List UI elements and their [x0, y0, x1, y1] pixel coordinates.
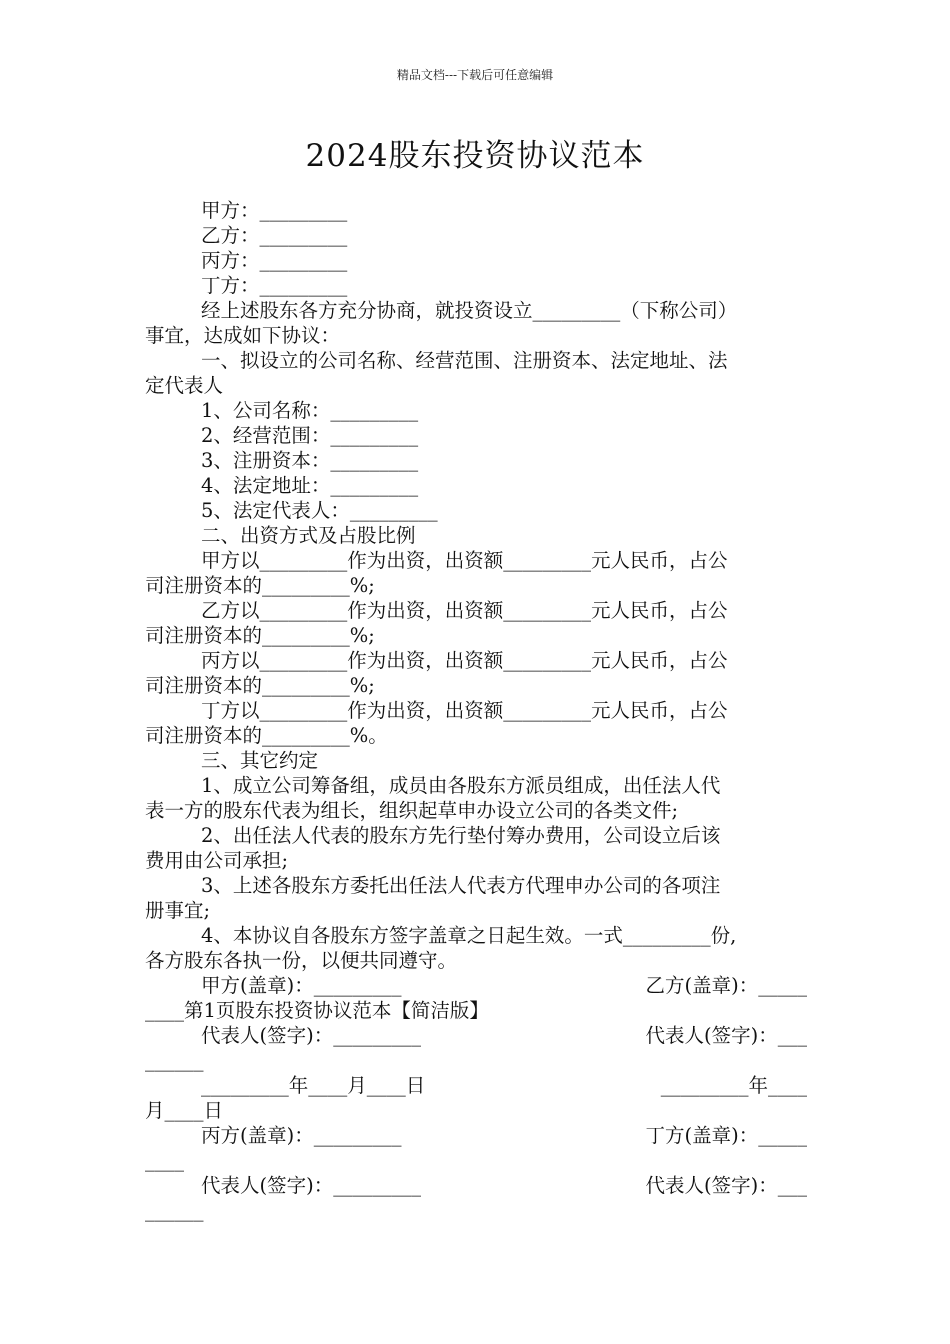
party-b-seal: 乙方(盖章)：_____	[645, 974, 807, 997]
party-d-seal-cont: ____	[145, 1149, 184, 1172]
item-company-name: 1、公司名称：_________	[201, 399, 419, 422]
contribution-d-line-1: 丁方以_________作为出资，出资额_________元人民币，占公	[201, 699, 728, 722]
party-a-line: 甲方：_________	[201, 199, 348, 222]
representative-b-cont: ______	[145, 1049, 204, 1072]
representative-row-ab	[145, 1023, 807, 1048]
clause-1-line-2: 表一方的股东代表为组长，组织起草申办设立公司的各类文件;	[145, 799, 679, 822]
clause-3-line-1: 3、上述各股东方委托出任法人代表方代理申办公司的各项注	[201, 874, 721, 897]
item-legal-address: 4、法定地址：_________	[201, 474, 419, 497]
representative-d-cont: ______	[145, 1199, 204, 1222]
date-a: _________年____月____日	[201, 1074, 426, 1097]
party-b-representative: 代表人(签字)：___	[645, 1024, 807, 1047]
party-a-seal: 甲方(盖章)：_________	[201, 974, 402, 997]
clause-2-line-2: 费用由公司承担;	[145, 849, 289, 872]
page-footer-line: ____第1页股东投资协议范本【简洁版】	[145, 999, 489, 1022]
clause-3-line-2: 册事宜;	[145, 899, 211, 922]
party-c-line: 丙方：_________	[201, 249, 348, 272]
signature-row-ab	[145, 973, 807, 998]
contribution-a-line-2: 司注册资本的_________%;	[145, 574, 375, 597]
contribution-d-line-2: 司注册资本的_________%。	[145, 724, 388, 747]
party-a-representative: 代表人(签字)：_________	[201, 1024, 421, 1047]
section-1-heading: 一、拟设立的公司名称、经营范围、注册资本、法定地址、法	[201, 349, 728, 372]
representative-row-cd	[145, 1173, 807, 1198]
date-b: _________年____	[660, 1074, 807, 1097]
party-d-seal: 丁方(盖章)：_____	[645, 1124, 807, 1147]
page-header: 精品文档---下载后可任意编辑	[396, 68, 554, 82]
clause-2-line-1: 2、出任法人代表的股东方先行垫付筹办费用，公司设立后该	[201, 824, 721, 847]
intro-line-1: 经上述股东各方充分协商，就投资设立_________（下称公司）	[201, 299, 738, 322]
party-d-representative: 代表人(签字)：___	[645, 1174, 807, 1197]
section-1-heading-cont: 定代表人	[145, 374, 224, 397]
item-registered-capital: 3、注册资本：_________	[201, 449, 419, 472]
date-row-ab	[145, 1073, 807, 1098]
clause-1-line-1: 1、成立公司筹备组，成员由各股东方派员组成，出任法人代	[201, 774, 721, 797]
intro-line-2: 事宜，达成如下协议：	[145, 324, 341, 347]
party-c-seal: 丙方(盖章)：_________	[201, 1124, 402, 1147]
contribution-a-line-1: 甲方以_________作为出资，出资额_________元人民币，占公	[201, 549, 728, 572]
clause-4-line-2: 各方股东各执一份，以便共同遵守。	[145, 949, 458, 972]
date-b-cont: 月____日	[145, 1099, 224, 1122]
document-body	[145, 198, 807, 1223]
document-title: 2024股东投资协议范本	[305, 138, 645, 174]
contribution-b-line-2: 司注册资本的_________%;	[145, 624, 375, 647]
party-c-representative: 代表人(签字)：_________	[201, 1174, 421, 1197]
party-d-line: 丁方：_________	[201, 274, 348, 297]
contribution-b-line-1: 乙方以_________作为出资，出资额_________元人民币，占公	[201, 599, 728, 622]
item-legal-representative: 5、法定代表人：_________	[201, 499, 438, 522]
signature-row-cd	[145, 1123, 807, 1148]
contribution-c-line-1: 丙方以_________作为出资，出资额_________元人民币，占公	[201, 649, 728, 672]
item-business-scope: 2、经营范围：_________	[201, 424, 419, 447]
clause-4-line-1: 4、本协议自各股东方签字盖章之日起生效。一式_________份,	[201, 924, 737, 947]
party-b-line: 乙方：_________	[201, 224, 348, 247]
section-2-heading: 二、出资方式及占股比例	[201, 524, 416, 547]
section-3-heading: 三、其它约定	[201, 749, 319, 772]
contribution-c-line-2: 司注册资本的_________%;	[145, 674, 375, 697]
